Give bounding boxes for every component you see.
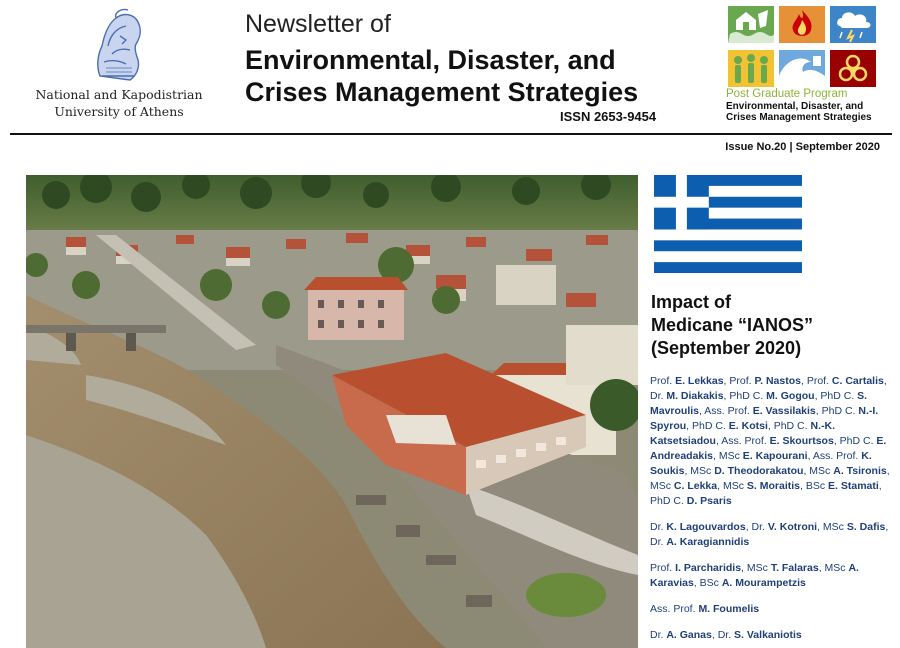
author-name: K. Soukis	[650, 450, 872, 477]
newsletter-title-line-1: Environmental, Disaster, and	[245, 45, 616, 75]
author-name: E. Kotsi	[728, 420, 768, 432]
article-title-line-1: Impact of	[651, 292, 732, 312]
author-name: S. Valkaniotis	[734, 629, 802, 641]
author-name: S. Moraitis	[746, 480, 800, 492]
author-name: N.-I. Spyrou	[650, 405, 879, 432]
author-list	[650, 374, 890, 648]
newsletter-prefix: Newsletter of	[245, 10, 391, 38]
program-subtitle-line-1: Environmental, Disaster, and	[726, 101, 864, 112]
author-name: E. Kapourani	[742, 450, 808, 462]
author-name: A. Ganas	[666, 629, 712, 641]
aerial-flood-photo	[26, 175, 638, 648]
author-title: , BSc	[693, 577, 722, 589]
author-name: A. Karagiannidis	[666, 536, 750, 548]
program-subtitle-line-2: Crises Management Strategies	[726, 112, 872, 123]
article-title	[651, 291, 813, 360]
author-group-2	[650, 520, 890, 550]
author-title: , MSc	[817, 521, 847, 533]
author-name: E. Skourtsos	[769, 435, 834, 447]
article-title-line-3: (September 2020)	[651, 338, 802, 358]
author-title: , MSc	[684, 465, 715, 477]
author-group-4	[650, 602, 890, 617]
author-title: , Ass. Prof.	[699, 405, 753, 417]
author-title: , PhD C.	[814, 390, 858, 402]
author-title: , Dr.	[650, 375, 887, 402]
author-group-3	[650, 561, 890, 591]
author-title: , Dr.	[711, 629, 735, 641]
author-title: , PhD C.	[767, 420, 811, 432]
author-name: D. Psaris	[686, 495, 732, 507]
storm-cloud-icon	[830, 6, 876, 43]
author-name: S. Mavroulis	[650, 390, 868, 417]
author-group-5	[650, 628, 890, 643]
author-name: C. Cartalis	[831, 375, 884, 387]
author-name: I. Parcharidis	[675, 562, 742, 574]
author-title: , PhD C.	[723, 390, 767, 402]
issn: ISSN 2653-9454	[560, 109, 657, 124]
author-name: S. Dafis	[846, 521, 886, 533]
author-name: M. Gogou	[766, 390, 815, 402]
greek-flag	[654, 175, 802, 273]
author-name: M. Diakakis	[666, 390, 724, 402]
athena-logo	[86, 6, 150, 86]
author-name: C. Lekka	[673, 480, 718, 492]
author-title: , MSc	[650, 465, 890, 492]
author-title: , MSc	[803, 465, 834, 477]
author-name: T. Falaras	[770, 562, 819, 574]
author-title: , Dr.	[745, 521, 768, 533]
author-name: K. Lagouvardos	[666, 521, 746, 533]
author-title: Prof.	[650, 562, 676, 574]
author-title: , MSc	[818, 562, 849, 574]
author-title: , Ass. Prof.	[715, 435, 770, 447]
biohazard-icon	[830, 50, 876, 87]
author-name: P. Nastos	[754, 375, 801, 387]
author-title: , Prof.	[800, 375, 832, 387]
author-title: , PhD C.	[650, 480, 882, 507]
author-group-1	[650, 374, 890, 509]
author-name: V. Kotroni	[767, 521, 818, 533]
issue-info: Issue No.20 | September 2020	[725, 141, 880, 153]
author-title: Prof.	[650, 375, 676, 387]
author-name: E. Stamati	[828, 480, 879, 492]
author-title: Ass. Prof.	[650, 603, 699, 615]
author-title: Dr.	[650, 521, 667, 533]
author-name: D. Theodorakatou	[714, 465, 804, 477]
crowd-icon	[728, 50, 774, 87]
program-title: Post Graduate Program	[726, 88, 848, 100]
tsunami-wave-icon	[779, 50, 825, 87]
article-title-line-2: Medicane “IANOS”	[651, 315, 814, 335]
author-name: A. Karavias	[650, 562, 859, 589]
author-name: N.-K. Katsetsiadou	[650, 420, 835, 447]
university-line-2: University of Athens	[54, 104, 184, 119]
flood-house-icon	[728, 6, 774, 43]
newsletter-title	[245, 44, 638, 108]
author-title: , MSc	[713, 450, 743, 462]
author-name: E. Andreadakis	[650, 435, 887, 462]
author-title: , Dr.	[650, 521, 889, 548]
newsletter-title-line-2: Crises Management Strategies	[245, 77, 639, 107]
author-name: M. Foumelis	[698, 603, 760, 615]
author-title: , Ass. Prof.	[807, 450, 862, 462]
university-line-1: National and Kapodistrian	[35, 87, 203, 102]
author-name: E. Vassilakis	[752, 405, 816, 417]
author-name: A. Tsironis	[833, 465, 887, 477]
author-title: , MSc	[717, 480, 747, 492]
fire-icon	[779, 6, 825, 43]
program-icon-grid	[728, 6, 876, 88]
author-name: E. Lekkas	[675, 375, 724, 387]
author-title: , Prof.	[723, 375, 755, 387]
author-title: , PhD C.	[815, 405, 859, 417]
author-title: , PhD C.	[833, 435, 877, 447]
university-name	[8, 86, 230, 120]
program-subtitle	[726, 101, 872, 123]
author-title: Dr.	[650, 629, 667, 641]
author-title: , MSc	[741, 562, 771, 574]
author-title: , BSc	[800, 480, 829, 492]
author-name: A. Mourampetzis	[721, 577, 806, 589]
header-rule	[10, 133, 892, 135]
author-title: , PhD C.	[686, 420, 729, 432]
